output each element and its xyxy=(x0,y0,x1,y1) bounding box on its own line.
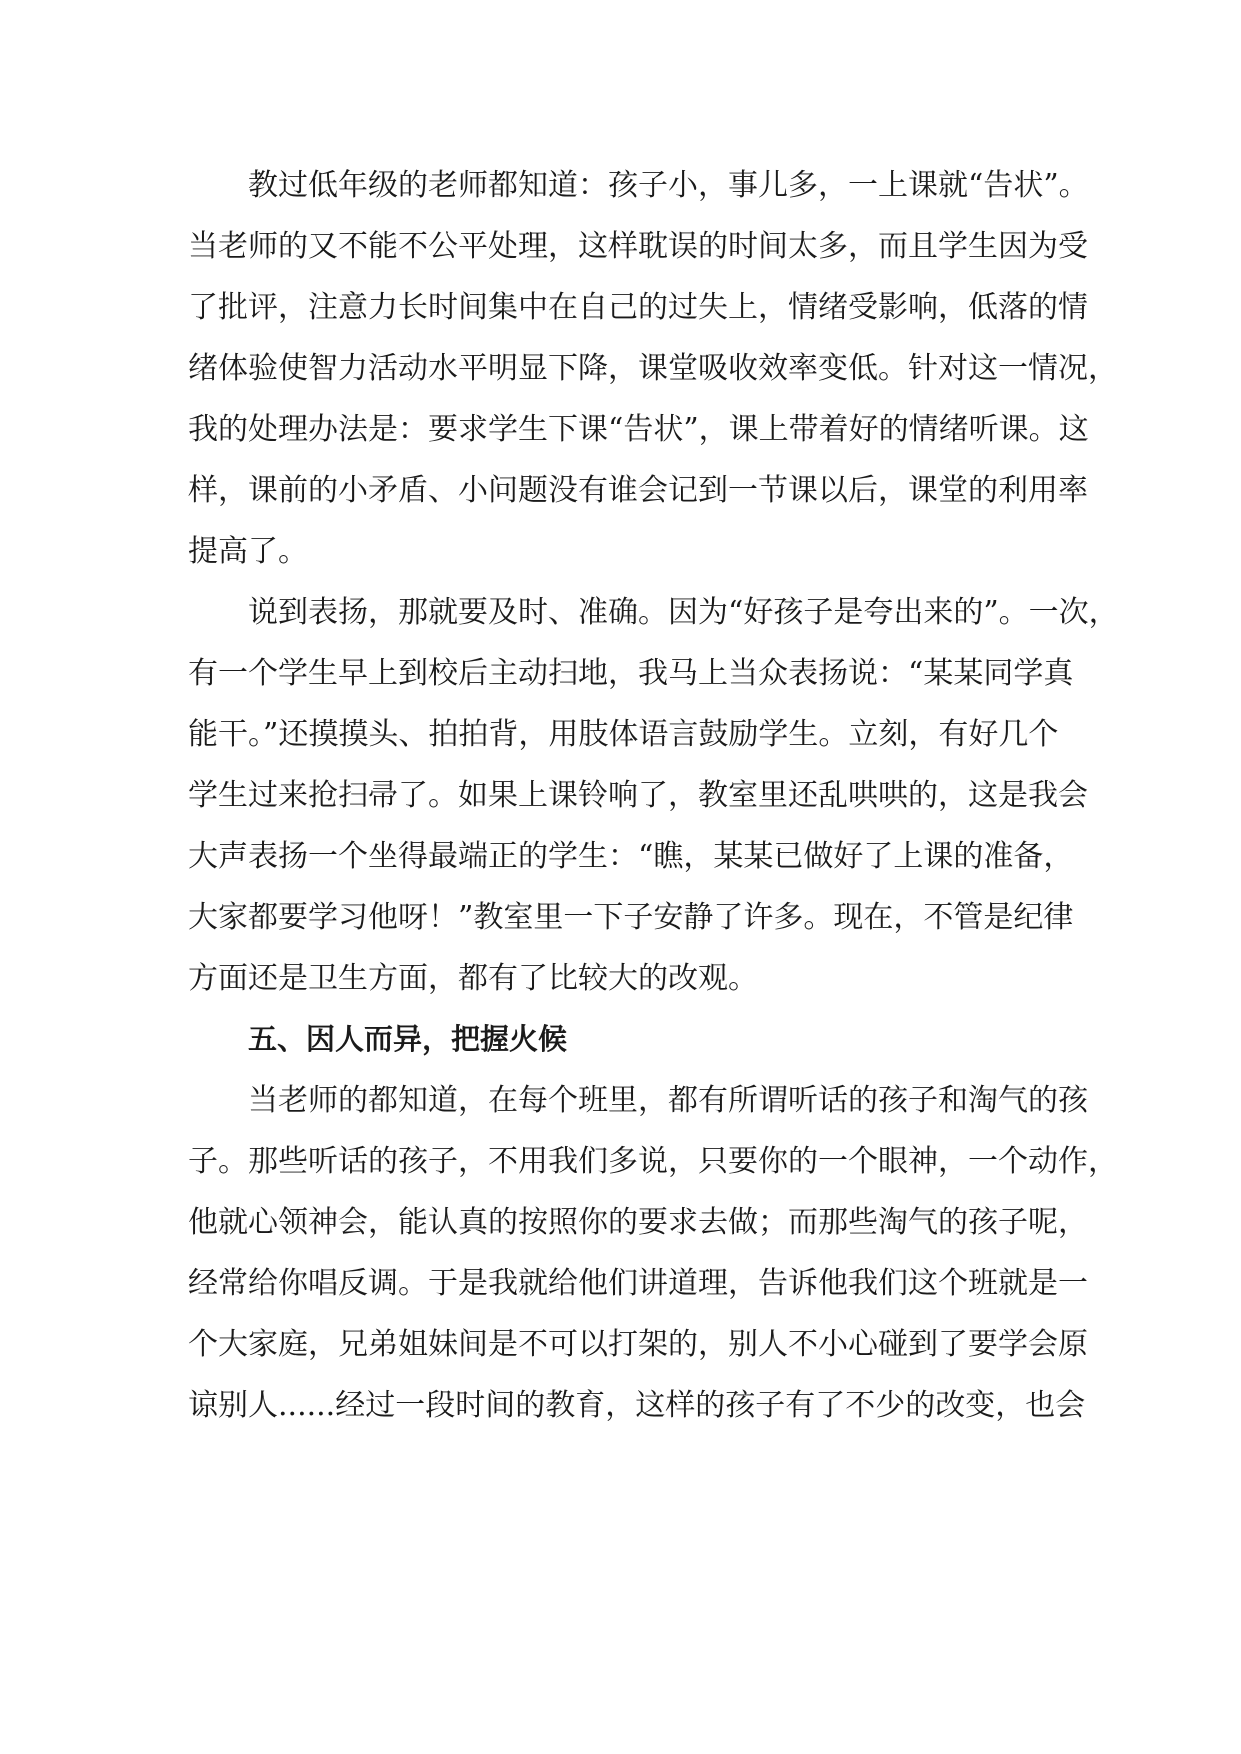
paragraph-line: 样，课前的小矛盾、小问题没有谁会记到一节课以后，课堂的利用率 xyxy=(188,473,1088,508)
paragraph-line: 有一个学生早上到校后主动扫地，我马上当众表扬说：“某某同学真 xyxy=(188,656,1074,691)
paragraph-line: 方面还是卫生方面，都有了比较大的改观。 xyxy=(188,961,758,996)
paragraph-line: 我的处理办法是：要求学生下课“告状”，课上带着好的情绪听课。这 xyxy=(188,412,1089,447)
paragraph-line: 子。那些听话的孩子，不用我们多说，只要你的一个眼神，一个动作， xyxy=(188,1144,1118,1179)
paragraph-line: 说到表扬，那就要及时、准确。因为“好孩子是夸出来的”。一次， xyxy=(248,595,1119,630)
paragraph-line: 大家都要学习他呀！”教室里一下子安静了许多。现在，不管是纪律 xyxy=(188,900,1074,935)
document-body xyxy=(188,155,1119,1436)
paragraph-3 xyxy=(188,1070,1118,1436)
paragraph-line: 经常给你唱反调。于是我就给他们讲道理，告诉他我们这个班就是一 xyxy=(188,1266,1088,1301)
paragraph-line: 个大家庭，兄弟姐妹间是不可以打架的，别人不小心碰到了要学会原 xyxy=(188,1327,1088,1362)
paragraph-line: 学生过来抢扫帚了。如果上课铃响了，教室里还乱哄哄的，这是我会 xyxy=(188,778,1088,813)
paragraph-line: 大声表扬一个坐得最端正的学生：“瞧，某某已做好了上课的准备， xyxy=(188,839,1074,874)
paragraph-line: 谅别人......经过一段时间的教育，这样的孩子有了不少的改变，也会 xyxy=(188,1388,1086,1423)
paragraph-line: 当老师的又不能不公平处理，这样耽误的时间太多，而且学生因为受 xyxy=(188,229,1088,264)
paragraph-line: 能干。”还摸摸头、拍拍背，用肢体语言鼓励学生。立刻，有好几个 xyxy=(188,717,1059,752)
paragraph-line: 了批评，注意力长时间集中在自己的过失上，情绪受影响，低落的情 xyxy=(188,290,1088,325)
paragraph-2 xyxy=(188,582,1119,1009)
section-heading: 五、因人而异，把握火候 xyxy=(248,1022,568,1056)
paragraph-line: 绪体验使智力活动水平明显下降，课堂吸收效率变低。针对这一情况， xyxy=(188,351,1118,386)
paragraph-line: 他就心领神会，能认真的按照你的要求去做；而那些淘气的孩子呢， xyxy=(188,1205,1088,1240)
paragraph-1 xyxy=(188,155,1118,582)
paragraph-line: 教过低年级的老师都知道：孩子小，事儿多，一上课就“告状”。 xyxy=(248,168,1089,203)
paragraph-line: 提高了。 xyxy=(188,534,308,569)
paragraph-line: 当老师的都知道，在每个班里，都有所谓听话的孩子和淘气的孩 xyxy=(248,1083,1088,1118)
